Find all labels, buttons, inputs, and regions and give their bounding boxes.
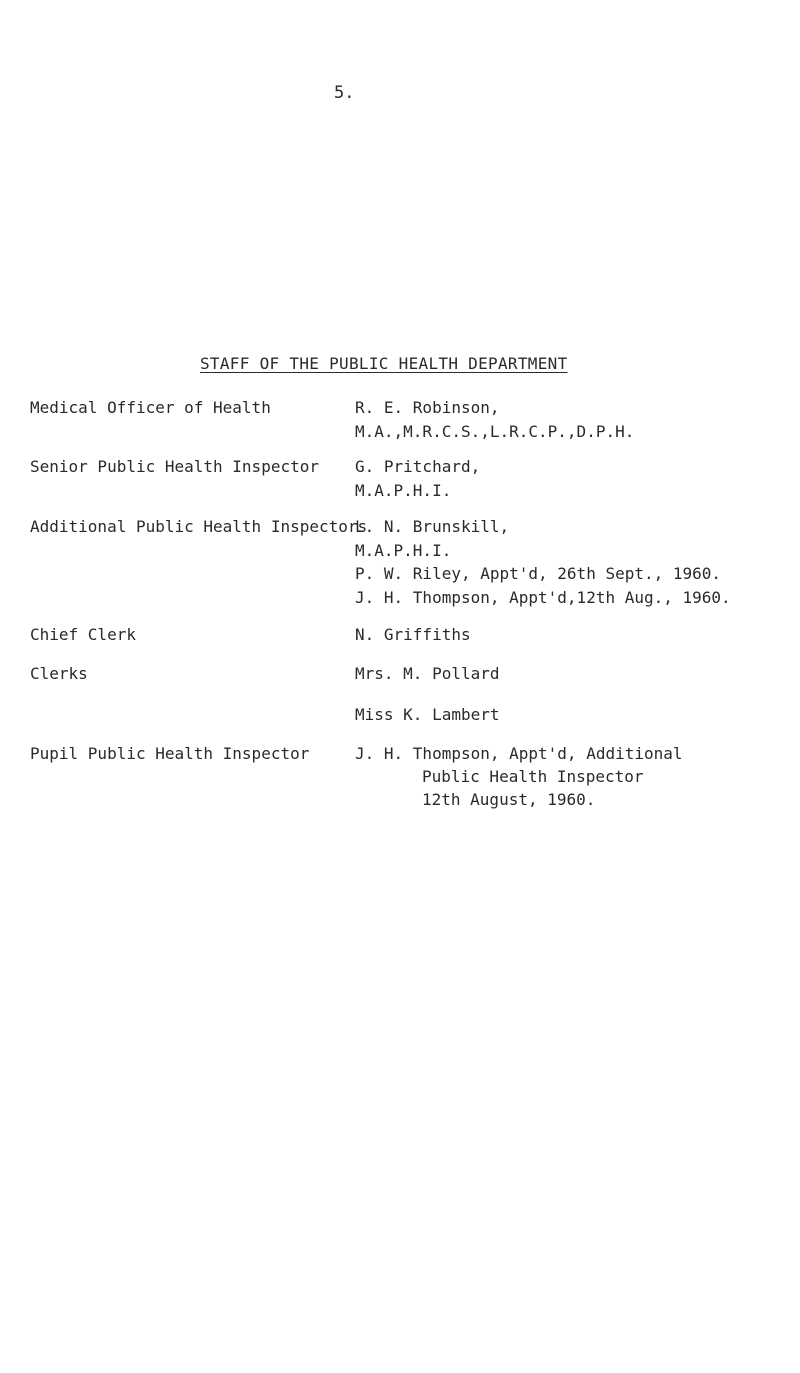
role-chief-clerk: Chief Clerk xyxy=(30,625,136,644)
role-senior-inspector: Senior Public Health Inspector xyxy=(30,457,319,476)
page-title: STAFF OF THE PUBLIC HEALTH DEPARTMENT xyxy=(200,354,568,373)
role-additional-inspectors: Additional Public Health Inspectors xyxy=(30,517,368,536)
staff-line: L. N. Brunskill, xyxy=(355,517,510,536)
staff-line: Public Health Inspector xyxy=(422,767,644,786)
staff-line: Miss K. Lambert xyxy=(355,705,500,724)
role-medical-officer: Medical Officer of Health xyxy=(30,398,271,417)
staff-line: P. W. Riley, Appt'd, 26th Sept., 1960. xyxy=(355,564,722,583)
role-pupil-inspector: Pupil Public Health Inspector xyxy=(30,744,310,763)
staff-line: 12th August, 1960. xyxy=(422,790,596,809)
staff-line: M.A.,M.R.C.S.,L.R.C.P.,D.P.H. xyxy=(355,422,635,441)
staff-line: Mrs. M. Pollard xyxy=(355,664,500,683)
staff-line: R. E. Robinson, xyxy=(355,398,500,417)
staff-line: M.A.P.H.I. xyxy=(355,481,452,500)
staff-line: J. H. Thompson, Appt'd, Additional xyxy=(355,744,683,763)
page-number: 5. xyxy=(334,83,355,103)
staff-line: M.A.P.H.I. xyxy=(355,541,452,560)
staff-line: G. Pritchard, xyxy=(355,457,481,476)
role-clerks: Clerks xyxy=(30,664,88,683)
staff-line: N. Griffiths xyxy=(355,625,471,644)
staff-line: J. H. Thompson, Appt'd,12th Aug., 1960. xyxy=(355,588,731,607)
